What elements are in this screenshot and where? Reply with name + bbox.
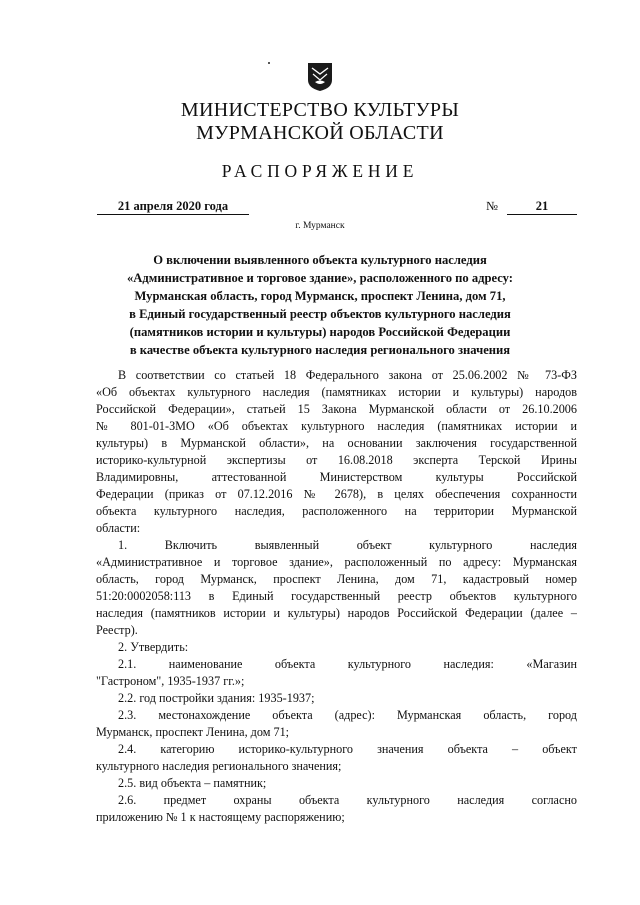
body-line: 51:20:0002058:113 в Единый государственный реестр объектов культурного bbox=[96, 589, 577, 603]
title-line: «Административное и торговое здание», расположенного по адресу: bbox=[126, 271, 513, 285]
body-line: Реестр). bbox=[96, 623, 138, 637]
body-line: 2. Утвердить: bbox=[118, 640, 189, 654]
title-line: О включении выявленного объекта культурного наследия bbox=[153, 253, 487, 267]
body-line: 2.6. предмет охраны объекта культурного наследия согласно bbox=[118, 793, 577, 807]
body-line: «Административное и торговое здание», расположенный по адресу: Мурманская bbox=[96, 555, 577, 569]
body-line: № 801-01-ЗМО «Об объектах культурного наследия (памятниках истории и bbox=[96, 419, 577, 433]
body-line: 1. Включить выявленный объект культурного наследия bbox=[118, 538, 577, 552]
body-line: Мурманск, проспект Ленина, дом 71; bbox=[96, 725, 290, 739]
document-type: РАСПОРЯЖЕНИЕ bbox=[221, 161, 419, 181]
document-number: 21 bbox=[507, 199, 577, 215]
scan-dot bbox=[268, 62, 270, 64]
city: г. Мурманск bbox=[295, 221, 345, 231]
ministry-name-line2: МУРМАНСКОЙ ОБЛАСТИ bbox=[196, 122, 444, 144]
coat-of-arms-icon bbox=[307, 62, 333, 92]
body-line: 2.3. местонахождение объекта (адрес): Мурманская область, город bbox=[118, 708, 577, 722]
title-line: в Единый государственный реестр объектов культурного наследия bbox=[129, 307, 511, 321]
body-line: Федерации (приказ от 07.12.2016 № 2678), в целях обеспечения сохранности bbox=[96, 487, 577, 501]
body-line: 2.4. категорию историко-культурного значения объекта – объект bbox=[118, 742, 577, 756]
body-line: Российской Федерации», статьей 15 Закона Мурманской области от 26.10.2006 bbox=[96, 402, 577, 416]
document-date: 21 апреля 2020 года bbox=[97, 199, 249, 215]
body-line: историко-культурной экспертизы от 16.08.2018 эксперта Терской Ирины bbox=[96, 453, 577, 467]
body-line: 2.1. наименование объекта культурного наследия: «Магазин bbox=[118, 657, 577, 671]
body-line: наследия (памятников истории и культуры) народов Российской Федерации (далее – bbox=[96, 606, 577, 620]
number-sign: № bbox=[486, 199, 498, 213]
body-line: культурного наследия регионального значения; bbox=[96, 759, 342, 773]
body-line: области: bbox=[96, 521, 141, 535]
body-line: В соответствии со статьей 18 Федерального закона от 25.06.2002 № 73-ФЗ bbox=[118, 368, 577, 382]
ministry-name-line1: МИНИСТЕРСТВО КУЛЬТУРЫ bbox=[180, 99, 460, 121]
body-line: приложению № 1 к настоящему распоряжению; bbox=[96, 810, 345, 824]
title-line: Мурманская область, город Мурманск, проспект Ленина, дом 71, bbox=[134, 289, 506, 303]
body-line: область, город Мурманск, проспект Ленина, дом 71, кадастровый номер bbox=[96, 572, 577, 586]
title-line: в качестве объекта культурного наследия регионального значения bbox=[129, 343, 511, 357]
body-line: 2.5. вид объекта – памятник; bbox=[118, 776, 267, 790]
body-line: 2.2. год постройки здания: 1935-1937; bbox=[118, 691, 315, 705]
body-line: культуры) в Мурманской области», на основании заключения государственной bbox=[96, 436, 577, 450]
title-line: (памятников истории и культуры) народов Российской Федерации bbox=[129, 325, 511, 339]
body-line: «Об объектах культурного наследия (памятниках истории и культуры) народов bbox=[96, 385, 577, 399]
body-line: Владимировны, аттестованной Министерством культуры Российской bbox=[96, 470, 577, 484]
body-line: "Гастроном", 1935-1937 гг.»; bbox=[96, 674, 245, 688]
document-body bbox=[96, 367, 577, 826]
body-line: объекта культурного наследия, расположенного на территории Мурманской bbox=[96, 504, 577, 518]
document-title bbox=[95, 251, 545, 359]
